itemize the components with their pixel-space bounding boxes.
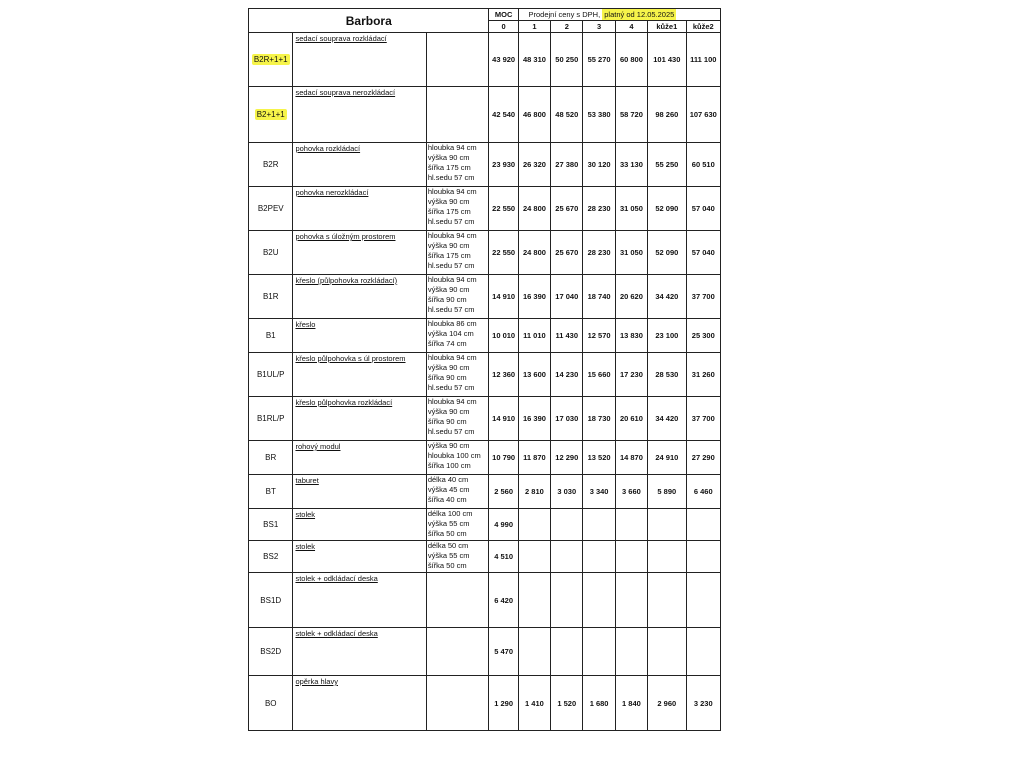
price-cell: 4 990 <box>489 509 518 541</box>
product-description: pohovka nerozkládací <box>295 188 369 197</box>
product-description: sedací souprava rozkládací <box>295 34 387 43</box>
product-code-label: BS1 <box>263 520 279 529</box>
product-dimensions <box>426 353 489 397</box>
price-cell: 3 660 <box>615 475 647 509</box>
product-row <box>249 87 721 143</box>
dimension-line: hloubka 94 cm <box>427 275 477 284</box>
product-dimensions <box>426 628 489 676</box>
column-header: 0 <box>489 21 518 33</box>
dimension-line: hloubka 94 cm <box>427 143 477 152</box>
product-code-label: BR <box>265 453 277 462</box>
price-cell: 3 340 <box>583 475 615 509</box>
dimension-line: šířka 175 cm <box>427 163 471 172</box>
product-code-label: B2+1+1 <box>256 110 285 119</box>
product-code <box>249 87 293 143</box>
price-cell: 20 610 <box>615 397 647 441</box>
dimension-line: výška 55 cm <box>427 519 470 528</box>
price-cell: 34 420 <box>648 275 686 319</box>
price-cell: 50 250 <box>551 33 583 87</box>
product-description: stolek <box>295 542 316 551</box>
product-description-cell <box>293 143 426 187</box>
dimension-line: délka 100 cm <box>427 509 473 518</box>
price-cell: 10 010 <box>489 319 518 353</box>
dimension-line: výška 90 cm <box>427 153 470 162</box>
product-code-label: B1R <box>262 292 279 301</box>
price-note-prefix: Prodejní ceny s DPH, <box>528 10 603 19</box>
price-cell <box>615 509 647 541</box>
product-description: pohovka rozkládací <box>295 144 361 153</box>
product-code-label: BS2 <box>263 552 279 561</box>
price-cell: 24 800 <box>518 231 550 275</box>
price-cell: 18 730 <box>583 397 615 441</box>
price-cell <box>551 541 583 573</box>
price-cell: 46 800 <box>518 87 550 143</box>
product-code <box>249 231 293 275</box>
price-cell <box>648 628 686 676</box>
price-cell: 12 360 <box>489 353 518 397</box>
product-row <box>249 187 721 231</box>
price-cell: 10 790 <box>489 441 518 475</box>
product-code <box>249 353 293 397</box>
price-cell <box>615 628 647 676</box>
product-description: stolek + odkládací deska <box>295 629 378 638</box>
product-description-cell <box>293 187 426 231</box>
product-row <box>249 573 721 628</box>
moc-label: MOC <box>489 9 518 21</box>
price-cell: 55 270 <box>583 33 615 87</box>
price-cell: 28 230 <box>583 231 615 275</box>
price-cell: 6 460 <box>686 475 720 509</box>
dimension-line: hl.sedu 57 cm <box>427 173 475 182</box>
product-title: Barbora <box>249 9 489 33</box>
price-cell: 15 660 <box>583 353 615 397</box>
price-cell: 52 090 <box>648 231 686 275</box>
product-code <box>249 475 293 509</box>
price-cell: 6 420 <box>489 573 518 628</box>
price-cell: 1 680 <box>583 676 615 731</box>
product-row <box>249 441 721 475</box>
price-cell: 60 800 <box>615 33 647 87</box>
product-dimensions <box>426 87 489 143</box>
price-note <box>518 9 686 21</box>
product-row <box>249 628 721 676</box>
price-cell: 107 630 <box>686 87 720 143</box>
price-cell: 14 870 <box>615 441 647 475</box>
price-cell: 28 530 <box>648 353 686 397</box>
price-cell: 31 260 <box>686 353 720 397</box>
price-cell: 37 700 <box>686 397 720 441</box>
price-table <box>248 8 721 731</box>
price-cell: 3 230 <box>686 676 720 731</box>
dimension-line: výška 45 cm <box>427 485 470 494</box>
dimension-line: hloubka 86 cm <box>427 319 477 328</box>
product-dimensions <box>426 541 489 573</box>
product-dimensions <box>426 319 489 353</box>
product-dimensions <box>426 509 489 541</box>
price-cell: 16 390 <box>518 397 550 441</box>
price-cell: 2 960 <box>648 676 686 731</box>
product-description-cell <box>293 33 426 87</box>
price-cell: 26 320 <box>518 143 550 187</box>
product-code-label: B2PEV <box>257 204 284 213</box>
product-code <box>249 573 293 628</box>
product-row <box>249 397 721 441</box>
dimension-line: výška 90 cm <box>427 197 470 206</box>
product-description-cell <box>293 541 426 573</box>
dimension-line: šířka 50 cm <box>427 561 467 570</box>
column-header: kůže1 <box>648 21 686 33</box>
price-cell: 24 910 <box>648 441 686 475</box>
product-dimensions <box>426 231 489 275</box>
price-cell: 11 430 <box>551 319 583 353</box>
dimension-line: šířka 40 cm <box>427 495 467 504</box>
dimension-line: hloubka 94 cm <box>427 231 477 240</box>
product-dimensions <box>426 275 489 319</box>
product-dimensions <box>426 33 489 87</box>
price-cell: 13 520 <box>583 441 615 475</box>
price-cell: 4 510 <box>489 541 518 573</box>
dimension-line: šířka 50 cm <box>427 529 467 538</box>
dimension-line: šířka 100 cm <box>427 461 471 470</box>
dimension-line: výška 104 cm <box>427 329 474 338</box>
price-cell: 42 540 <box>489 87 518 143</box>
price-cell: 111 100 <box>686 33 720 87</box>
price-cell <box>686 509 720 541</box>
header-blank <box>686 9 720 21</box>
price-cell: 13 600 <box>518 353 550 397</box>
price-cell: 14 230 <box>551 353 583 397</box>
price-cell <box>648 509 686 541</box>
price-cell <box>583 573 615 628</box>
price-cell: 101 430 <box>648 33 686 87</box>
product-description-cell <box>293 397 426 441</box>
product-description-cell <box>293 573 426 628</box>
dimension-line: délka 40 cm <box>427 475 469 484</box>
product-code <box>249 275 293 319</box>
product-description: křeslo <box>295 320 316 329</box>
price-cell: 23 100 <box>648 319 686 353</box>
product-code <box>249 541 293 573</box>
product-code-label: B2U <box>262 248 279 257</box>
product-code-label: B1RL/P <box>256 414 285 423</box>
price-cell: 53 380 <box>583 87 615 143</box>
product-description-cell <box>293 87 426 143</box>
price-cell <box>686 573 720 628</box>
product-code-label: BO <box>264 698 277 708</box>
column-header: 2 <box>551 21 583 33</box>
product-row <box>249 275 721 319</box>
product-row <box>249 475 721 509</box>
price-cell: 34 420 <box>648 397 686 441</box>
price-cell: 11 870 <box>518 441 550 475</box>
product-row <box>249 33 721 87</box>
product-code <box>249 397 293 441</box>
price-note-date: platný od 12.05.2025 <box>604 10 675 19</box>
product-description: taburet <box>295 476 319 485</box>
price-cell <box>583 628 615 676</box>
price-cell <box>518 628 550 676</box>
price-cell: 30 120 <box>583 143 615 187</box>
product-description: křeslo půlpohovka rozkládací <box>295 398 393 407</box>
price-cell: 31 050 <box>615 187 647 231</box>
product-description: sedací souprava nerozkládací <box>295 88 396 97</box>
dimension-line: hl.sedu 57 cm <box>427 305 475 314</box>
price-cell: 48 310 <box>518 33 550 87</box>
dimension-line: hloubka 94 cm <box>427 397 477 406</box>
column-header: kůže2 <box>686 21 720 33</box>
price-cell <box>583 509 615 541</box>
price-cell: 25 300 <box>686 319 720 353</box>
price-cell <box>686 541 720 573</box>
dimension-line: hl.sedu 57 cm <box>427 383 475 392</box>
product-row <box>249 319 721 353</box>
price-cell: 23 930 <box>489 143 518 187</box>
price-cell: 2 560 <box>489 475 518 509</box>
dimension-line: hloubka 94 cm <box>427 187 477 196</box>
price-cell <box>551 509 583 541</box>
dimension-line: hl.sedu 57 cm <box>427 217 475 226</box>
price-cell: 58 720 <box>615 87 647 143</box>
price-cell: 98 260 <box>648 87 686 143</box>
price-cell: 33 130 <box>615 143 647 187</box>
product-dimensions <box>426 676 489 731</box>
price-cell: 20 620 <box>615 275 647 319</box>
product-row <box>249 231 721 275</box>
product-code <box>249 33 293 87</box>
price-cell: 14 910 <box>489 397 518 441</box>
price-cell: 5 470 <box>489 628 518 676</box>
product-row <box>249 353 721 397</box>
price-cell: 3 030 <box>551 475 583 509</box>
price-cell: 12 290 <box>551 441 583 475</box>
product-row <box>249 676 721 731</box>
product-description: křeslo (půlpohovka rozkládací) <box>295 276 398 285</box>
product-dimensions <box>426 143 489 187</box>
price-cell: 17 040 <box>551 275 583 319</box>
price-cell: 52 090 <box>648 187 686 231</box>
price-cell: 25 670 <box>551 231 583 275</box>
product-code <box>249 441 293 475</box>
product-description: opěrka hlavy <box>295 677 338 686</box>
product-description-cell <box>293 275 426 319</box>
product-code-label: BS1D <box>260 595 282 605</box>
price-cell: 14 910 <box>489 275 518 319</box>
price-cell: 31 050 <box>615 231 647 275</box>
product-dimensions <box>426 475 489 509</box>
product-code-label: B1UL/P <box>256 370 285 379</box>
price-cell: 27 380 <box>551 143 583 187</box>
price-cell: 17 030 <box>551 397 583 441</box>
header-row-1 <box>249 9 721 21</box>
product-row <box>249 509 721 541</box>
price-cell: 48 520 <box>551 87 583 143</box>
price-cell <box>551 573 583 628</box>
dimension-line: šířka 175 cm <box>427 251 471 260</box>
product-description-cell <box>293 676 426 731</box>
product-code <box>249 676 293 731</box>
product-code <box>249 143 293 187</box>
product-code-label: BT <box>265 487 276 496</box>
price-cell: 12 570 <box>583 319 615 353</box>
dimension-line: hloubka 94 cm <box>427 353 477 362</box>
price-cell: 25 670 <box>551 187 583 231</box>
column-header: 3 <box>583 21 615 33</box>
product-code <box>249 319 293 353</box>
dimension-line: výška 90 cm <box>427 441 470 450</box>
price-cell: 55 250 <box>648 143 686 187</box>
column-header: 4 <box>615 21 647 33</box>
price-cell <box>648 541 686 573</box>
price-cell: 24 800 <box>518 187 550 231</box>
price-cell: 1 410 <box>518 676 550 731</box>
dimension-line: výška 90 cm <box>427 285 470 294</box>
dimension-line: šířka 175 cm <box>427 207 471 216</box>
product-code-label: B2R <box>262 160 279 169</box>
product-description-cell <box>293 509 426 541</box>
dimension-line: hloubka 100 cm <box>427 451 481 460</box>
price-cell: 5 890 <box>648 475 686 509</box>
price-cell: 60 510 <box>686 143 720 187</box>
product-description-cell <box>293 353 426 397</box>
product-description-cell <box>293 628 426 676</box>
price-cell <box>615 541 647 573</box>
product-description: pohovka s úložným prostorem <box>295 232 396 241</box>
dimension-line: šířka 74 cm <box>427 339 467 348</box>
price-cell: 22 550 <box>489 187 518 231</box>
product-dimensions <box>426 187 489 231</box>
price-cell <box>686 628 720 676</box>
price-cell: 27 290 <box>686 441 720 475</box>
price-cell: 57 040 <box>686 187 720 231</box>
price-cell: 17 230 <box>615 353 647 397</box>
price-cell: 57 040 <box>686 231 720 275</box>
product-description: křeslo půlpohovka s úl prostorem <box>295 354 406 363</box>
price-cell <box>518 509 550 541</box>
price-cell: 13 830 <box>615 319 647 353</box>
product-code-label: BS2D <box>260 647 282 656</box>
product-dimensions <box>426 397 489 441</box>
price-cell <box>518 541 550 573</box>
product-description-cell <box>293 231 426 275</box>
dimension-line: šířka 90 cm <box>427 373 467 382</box>
price-cell <box>551 628 583 676</box>
price-cell: 1 840 <box>615 676 647 731</box>
price-cell: 43 920 <box>489 33 518 87</box>
product-code <box>249 187 293 231</box>
product-dimensions <box>426 441 489 475</box>
product-description: stolek <box>295 510 316 519</box>
product-row <box>249 541 721 573</box>
price-cell: 2 810 <box>518 475 550 509</box>
price-cell <box>583 541 615 573</box>
product-description: rohový modul <box>295 442 341 451</box>
price-cell <box>518 573 550 628</box>
product-code-label: B2R+1+1 <box>253 55 288 64</box>
product-description-cell <box>293 475 426 509</box>
dimension-line: výška 90 cm <box>427 363 470 372</box>
dimension-line: hl.sedu 57 cm <box>427 427 475 436</box>
product-row <box>249 143 721 187</box>
price-cell: 11 010 <box>518 319 550 353</box>
product-dimensions <box>426 573 489 628</box>
product-description: stolek + odkládací deska <box>295 574 378 583</box>
price-cell <box>615 573 647 628</box>
dimension-line: hl.sedu 57 cm <box>427 261 475 270</box>
product-description-cell <box>293 441 426 475</box>
dimension-line: šířka 90 cm <box>427 417 467 426</box>
dimension-line: výška 90 cm <box>427 241 470 250</box>
product-code-label: B1 <box>265 331 276 340</box>
price-cell: 16 390 <box>518 275 550 319</box>
product-description-cell <box>293 319 426 353</box>
product-code <box>249 509 293 541</box>
price-cell: 18 740 <box>583 275 615 319</box>
dimension-line: výška 90 cm <box>427 407 470 416</box>
price-cell: 1 290 <box>489 676 518 731</box>
dimension-line: výška 55 cm <box>427 551 470 560</box>
column-header: 1 <box>518 21 550 33</box>
price-cell: 22 550 <box>489 231 518 275</box>
price-cell: 1 520 <box>551 676 583 731</box>
dimension-line: šířka 90 cm <box>427 295 467 304</box>
price-cell: 28 230 <box>583 187 615 231</box>
product-code <box>249 628 293 676</box>
dimension-line: délka 50 cm <box>427 541 469 550</box>
price-cell <box>648 573 686 628</box>
price-cell: 37 700 <box>686 275 720 319</box>
